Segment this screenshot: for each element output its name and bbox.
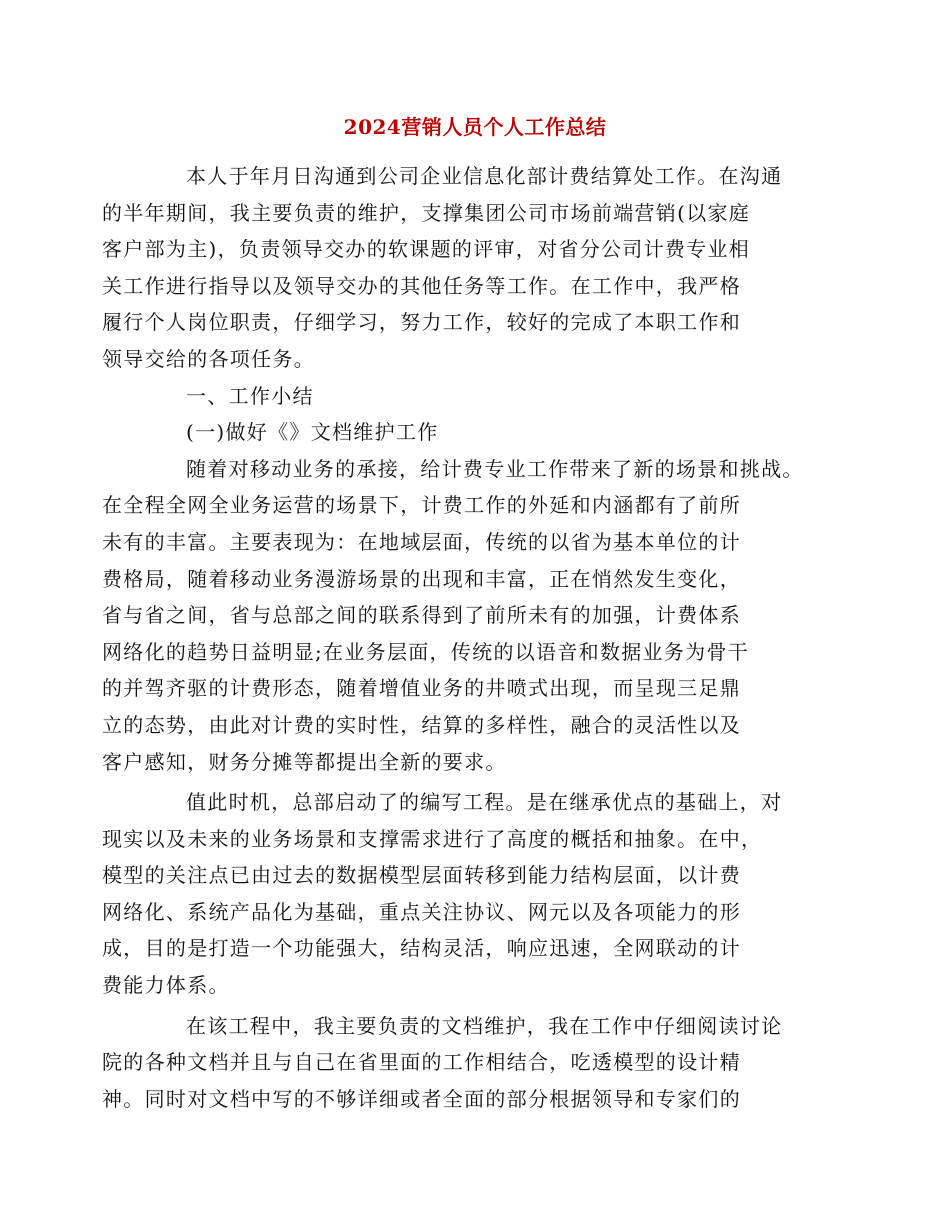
- text-line: 履行个人岗位职责，仔细学习，努力工作，较好的完成了本职工作和: [102, 310, 741, 335]
- text-line: 成，目的是打造一个功能强大，结构灵活，响应迅速，全网联动的计: [102, 936, 741, 961]
- document-title: 2024营销人员个人工作总结: [343, 115, 607, 139]
- text-line: 领导交给的各项任务。: [102, 346, 315, 371]
- paragraph-role: [102, 1008, 808, 1118]
- text-line: 值此时机，总部启动了的编写工程。是在继承优点的基础上，对: [186, 790, 783, 815]
- text-line: 现实以及未来的业务场景和支撑需求进行了高度的概括和抽象。在中，: [102, 826, 763, 851]
- text-line: 关工作进行指导以及领导交办的其他任务等工作。在工作中，我严格: [102, 273, 741, 298]
- text-line: 本人于年月日沟通到公司企业信息化部计费结算处工作。在沟通: [186, 164, 783, 188]
- text-line: 一、工作小结: [186, 383, 314, 408]
- text-line: 网络化的趋势日益明显;在业务层面，传统的以语音和数据业务为骨干: [102, 639, 750, 664]
- paragraph-background: [102, 451, 808, 780]
- text-line: 神。同时对文档中写的不够详细或者全面的部分根据领导和专家们的: [102, 1086, 741, 1111]
- text-line: 客户部为主)，负责领导交办的软课题的评审，对省分公司计费专业相: [102, 237, 751, 262]
- text-line: 立的态势，由此对计费的实时性，结算的多样性，融合的灵活性以及: [102, 712, 741, 737]
- text-line: 网络化、系统产品化为基础，重点关注协议、网元以及各项能力的形: [102, 899, 741, 924]
- text-line: 的半年期间，我主要负责的维护，支撑集团公司市场前端营销(以家庭: [102, 200, 751, 225]
- text-line: 费格局，随着移动业务漫游场景的出现和丰富，正在悄然发生变化，: [102, 566, 741, 591]
- paragraph-project: [102, 784, 808, 1004]
- text-line: 未有的丰富。主要表现为：在地域层面，传统的以省为基本单位的计: [102, 529, 741, 554]
- text-line: 的并驾齐驱的计费形态，随着增值业务的井喷式出现，而呈现三足鼎: [102, 676, 741, 701]
- text-line: 在全程全网全业务运营的场景下，计费工作的外延和内涵都有了前所: [102, 493, 741, 518]
- text-line: 模型的关注点已由过去的数据模型层面转移到能力结构层面，以计费: [102, 863, 741, 888]
- text-line: (一)做好《》文档维护工作: [186, 420, 439, 445]
- document-body: [102, 158, 808, 1117]
- text-line: 费能力体系。: [102, 973, 230, 998]
- text-line: 客户感知，财务分摊等都提出全新的要求。: [102, 749, 507, 774]
- text-line: 随着对移动业务的承接，给计费专业工作带来了新的场景和挑战。: [186, 456, 804, 481]
- section-heading: [144, 378, 808, 415]
- subsection-heading: [144, 414, 808, 451]
- text-line: 在该工程中，我主要负责的文档维护，我在工作中仔细阅读讨论: [186, 1013, 783, 1038]
- text-line: 院的各种文档并且与自己在省里面的工作相结合，吃透模型的设计精: [102, 1050, 741, 1075]
- paragraph-intro: [102, 158, 808, 378]
- text-line: 省与省之间，省与总部之间的联系得到了前所未有的加强，计费体系: [102, 603, 741, 628]
